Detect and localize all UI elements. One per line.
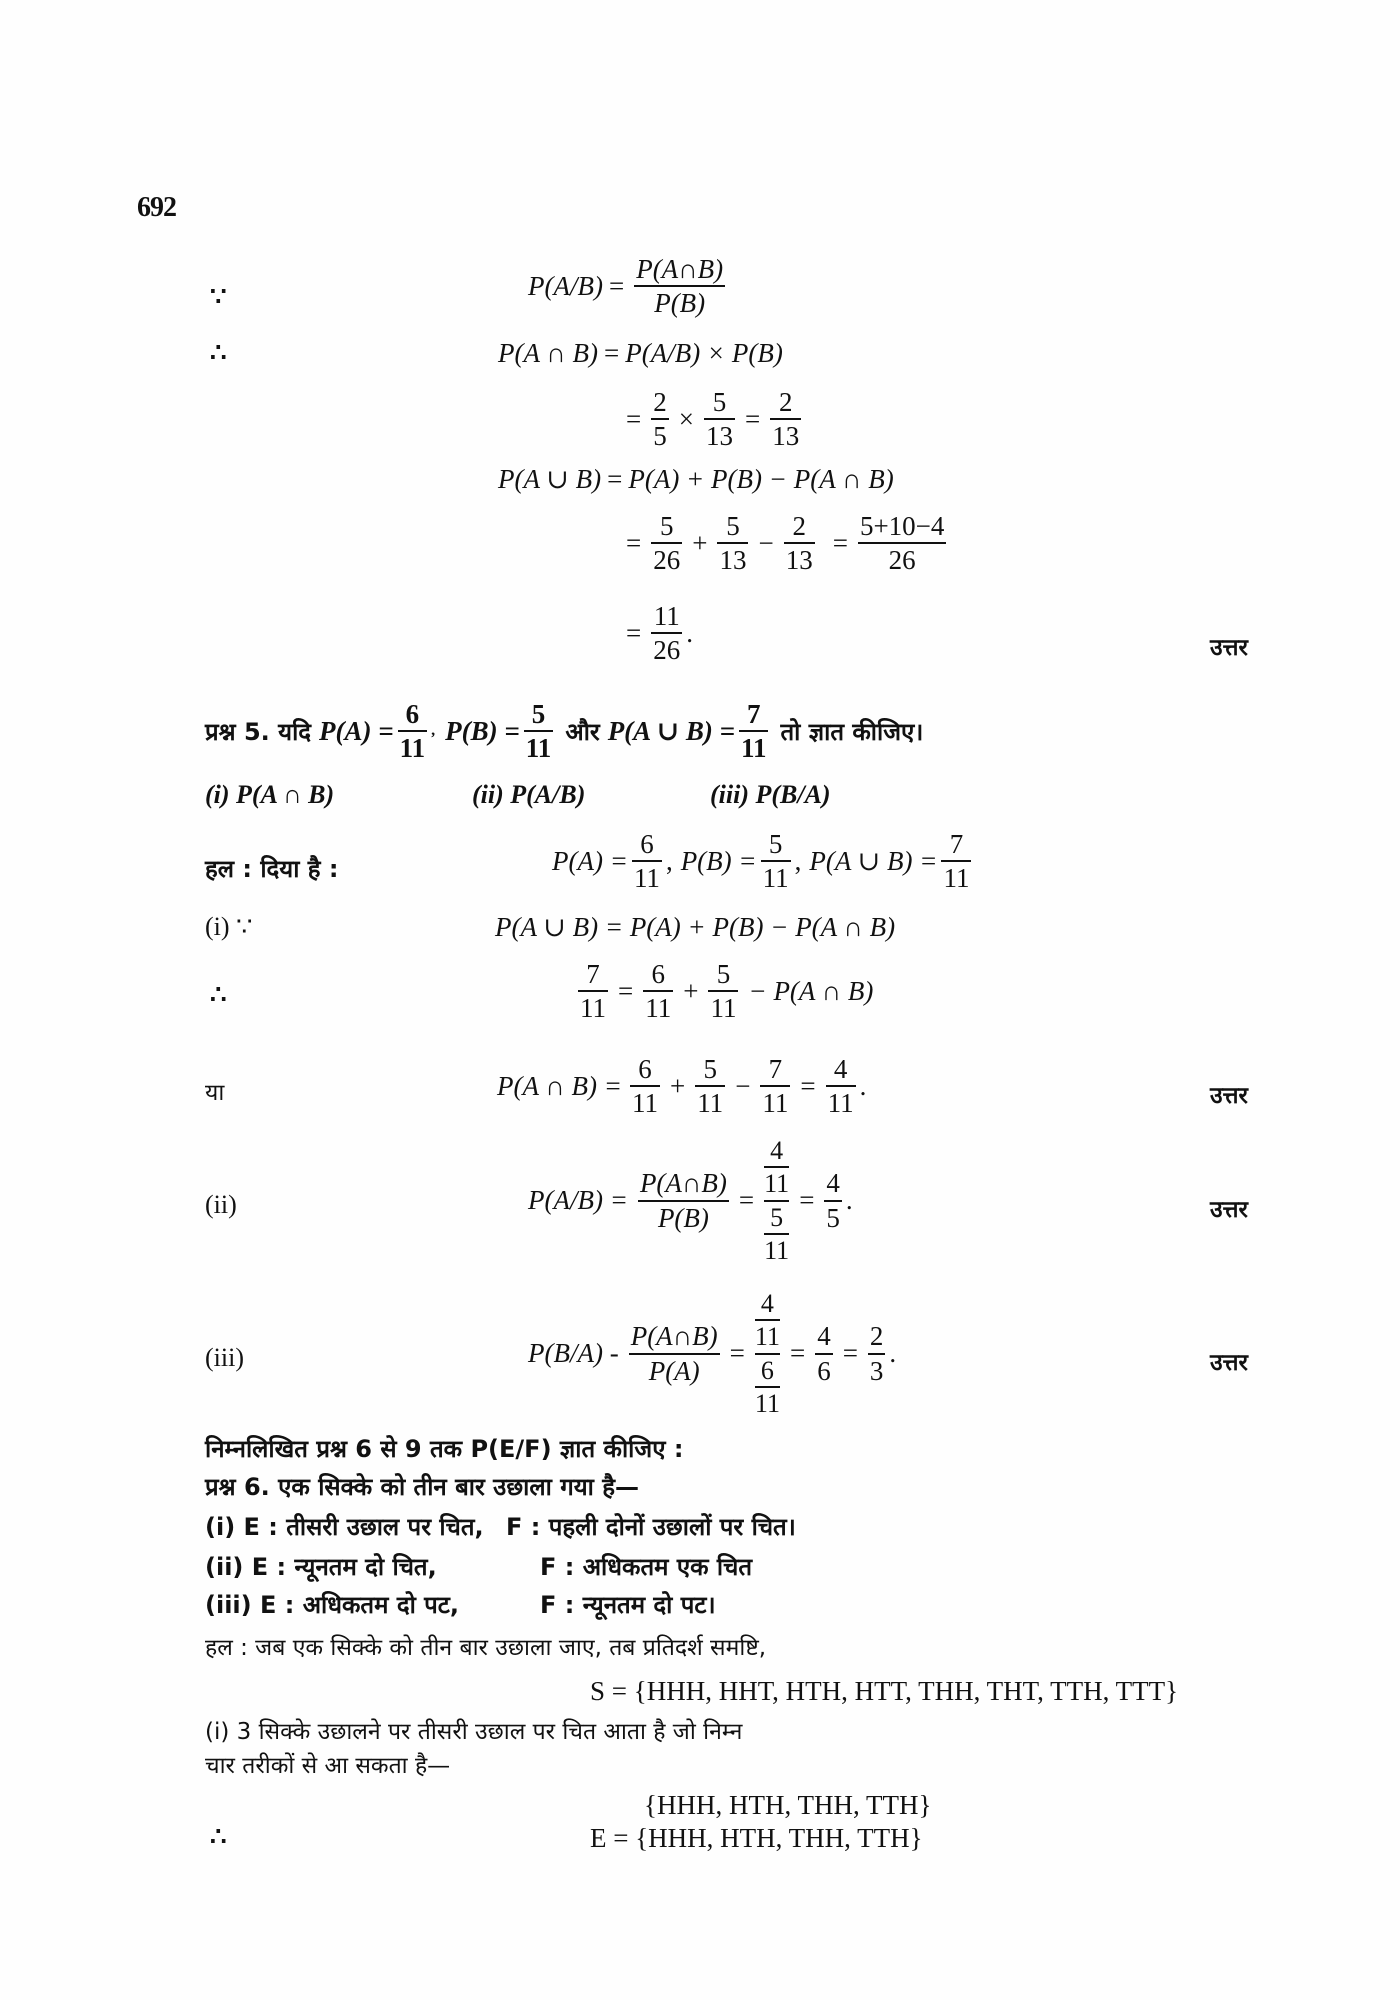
equation-intersection: P(A ∩ B) = P(A/B) × P(B) [498, 338, 783, 368]
therefore-symbol: ∴ [210, 338, 227, 367]
part-iii-equation: P(B/A) - $\frac{P(A\cap B)}{P(A)}$ = 4 11 6 11 = $\frac{4}{6}$ = $\frac{2}{3}$ . [528, 1289, 897, 1418]
equation-union-values: = $\frac{5}{26}$ + $\frac{5}{13}$ − $\frac{2}{13}$ = $\frac{5+10-4}{26}$ [626, 511, 945, 576]
instructions: निम्नलिखित प्रश्न 6 से 9 तक P(E/F) ज्ञात कीजिए : [205, 1435, 684, 1463]
event-e-set: E = {HHH, HTH, THH, TTH} [590, 1823, 923, 1853]
solution-6-part-i-text1: (i) 3 सिक्के उछालने पर तीसरी उछाल पर चित आता है जो निम्न [205, 1719, 743, 1745]
question-6-part-iii: (iii) E : अधिकतम दो पट, F : न्यूनतम दो पट। [205, 1591, 716, 1619]
answer-label: उत्तर [1210, 1350, 1248, 1376]
equation-union-result: = $\frac{11}{26}$ . [626, 601, 693, 666]
therefore-symbol: ∴ [210, 1822, 227, 1851]
question-6-part-i: (i) E : तीसरी उछाल पर चित, F : पहली दोनों उछालों पर चित। [205, 1513, 796, 1541]
fraction: $\frac{P(A\cap B)}{P(B)}$ [636, 254, 724, 319]
question-6-part-ii: (ii) E : न्यूनतम दो चित, F : अधिकतम एक चित [205, 1553, 753, 1581]
therefore-symbol: ∴ [210, 980, 227, 1009]
question-5-part-i: (i) P(A ∩ B) [205, 780, 335, 809]
part-ii-equation: P(A/B) = $\frac{P(A\cap B)}{P(B)}$ = 4 11 5 11 = $\frac{4}{5}$ . [528, 1136, 853, 1265]
solution-6-part-i-text2: चार तरीकों से आ सकता है— [205, 1753, 451, 1779]
solution-6-intro: हल : जब एक सिक्के को तीन बार उछाला जाए, तब प्रतिदर्श समष्टि, [205, 1635, 767, 1661]
because-symbol: ∵ [210, 282, 227, 311]
part-i-union-formula: P(A ∪ B) = P(A) + P(B) − P(A ∩ B) [495, 912, 896, 942]
equation-union: P(A ∪ B) = P(A) + P(B) − P(A ∩ B) [498, 464, 894, 494]
part-i-result: P(A ∩ B) = $\frac{6}{11}$ + $\frac{5}{11}$ − $\frac{7}{11}$ = $\frac{4}{11}$ . [497, 1054, 867, 1119]
answer-label: उत्तर [1210, 635, 1248, 661]
part-i-label: (i) ∵ [205, 912, 253, 941]
question-5-part-iii: (iii) P(B/A) [710, 780, 831, 809]
answer-label: उत्तर [1210, 1197, 1248, 1223]
answer-label: उत्तर [1210, 1083, 1248, 1109]
equation-conditional-prob: P(A/B) = $\frac{P(A\cap B)}{P(B)}$ [528, 254, 724, 319]
or-label: या [205, 1080, 225, 1106]
sample-space: S = {HHH, HHT, HTH, HTT, THH, THT, TTH, TTT} [590, 1676, 1179, 1706]
question-5-part-ii: (ii) P(A/B) [472, 780, 586, 809]
outcomes-set: {HHH, HTH, THH, TTH} [644, 1790, 932, 1820]
given-values: P(A) = $\frac{6}{11}$ , P(B) = $\frac{5}{11}$ , P(A ∪ B) = $\frac{7}{11}$ [552, 829, 970, 894]
lhs: P(A/B) [528, 270, 603, 301]
solution-given-label: हल : दिया है : [205, 855, 339, 883]
part-i-substitution: $\frac{7}{11}$ = $\frac{6}{11}$ + $\frac{5}{11}$ − P(A ∩ B) [580, 959, 874, 1024]
part-iii-label: (iii) [205, 1343, 244, 1372]
question-5: प्रश्न 5. यदि P(A) = $\frac{6}{11}$ , P(B) = $\frac{5}{11}$ और P(A ∪ B) = $\frac{7}{11}$ तो ज्ञात कीजिए। [205, 699, 924, 764]
equation-product: = $\frac{2}{5}$ × $\frac{5}{13}$ = $\frac{2}{13}$ [626, 387, 800, 452]
question-6-title: प्रश्न 6. एक सिक्के को तीन बार उछाला गया है— [205, 1473, 639, 1501]
part-ii-label: (ii) [205, 1190, 237, 1219]
page-number: 692 [137, 192, 176, 223]
